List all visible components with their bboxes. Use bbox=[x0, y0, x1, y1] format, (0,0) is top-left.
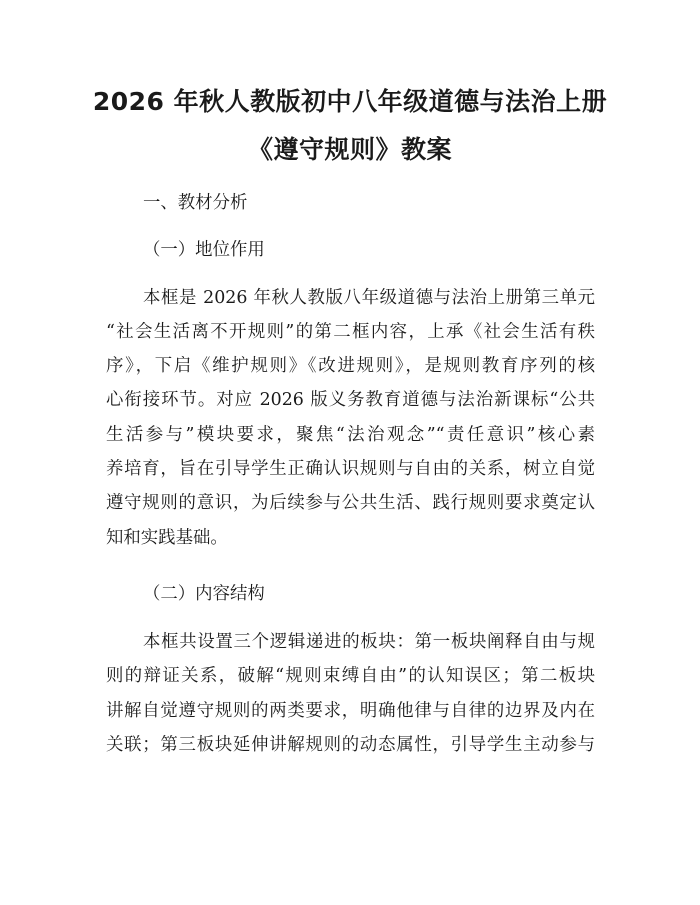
paragraph-line: 则的辩证关系，破解“规则束缚自由”的认知误区；第二板块 bbox=[106, 666, 595, 686]
paragraph-line: 关联；第三板块延伸讲解规则的动态属性，引导学生主动参与 bbox=[106, 735, 595, 755]
paragraph-line: 讲解自觉遵守规则的两类要求，明确他律与自律的边界及内在 bbox=[106, 701, 595, 721]
subsection-heading-position-role: （一）地位作用 bbox=[143, 240, 265, 260]
paragraph-line: 生活参与”模块要求，聚焦“法治观念”“责任意识”核心素 bbox=[106, 425, 595, 445]
paragraph-line: 遵守规则的意识，为后续参与公共生活、践行规则要求奠定认 bbox=[106, 493, 595, 513]
paragraph-line: 心衔接环节。对应 2026 版义务教育道德与法治新课标“公共 bbox=[106, 390, 595, 410]
paragraph-line: 知和实践基础。 bbox=[106, 528, 228, 548]
subsection-heading-content-structure: （二）内容结构 bbox=[143, 584, 265, 604]
paragraph-line: 本框是 2026 年秋人教版八年级道德与法治上册第三单元 bbox=[143, 288, 595, 308]
paragraph-line: 养培育，旨在引导学生正确认识规则与自由的关系，树立自觉 bbox=[106, 459, 595, 479]
paragraph-line: 本框共设置三个逻辑递进的板块：第一板块阐释自由与规 bbox=[143, 632, 595, 652]
section-heading-textbook-analysis: 一、教材分析 bbox=[143, 193, 248, 213]
document-title-line-1: 2026 年秋人教版初中八年级道德与法治上册 bbox=[92, 87, 608, 116]
paragraph-line: 序》，下启《维护规则》《改进规则》，是规则教育序列的核 bbox=[106, 356, 595, 376]
paragraph-line: “社会生活离不开规则”的第二框内容，上承《社会生活有秩 bbox=[106, 322, 595, 342]
document-title-line-2: 《遵守规则》教案 bbox=[247, 135, 452, 164]
